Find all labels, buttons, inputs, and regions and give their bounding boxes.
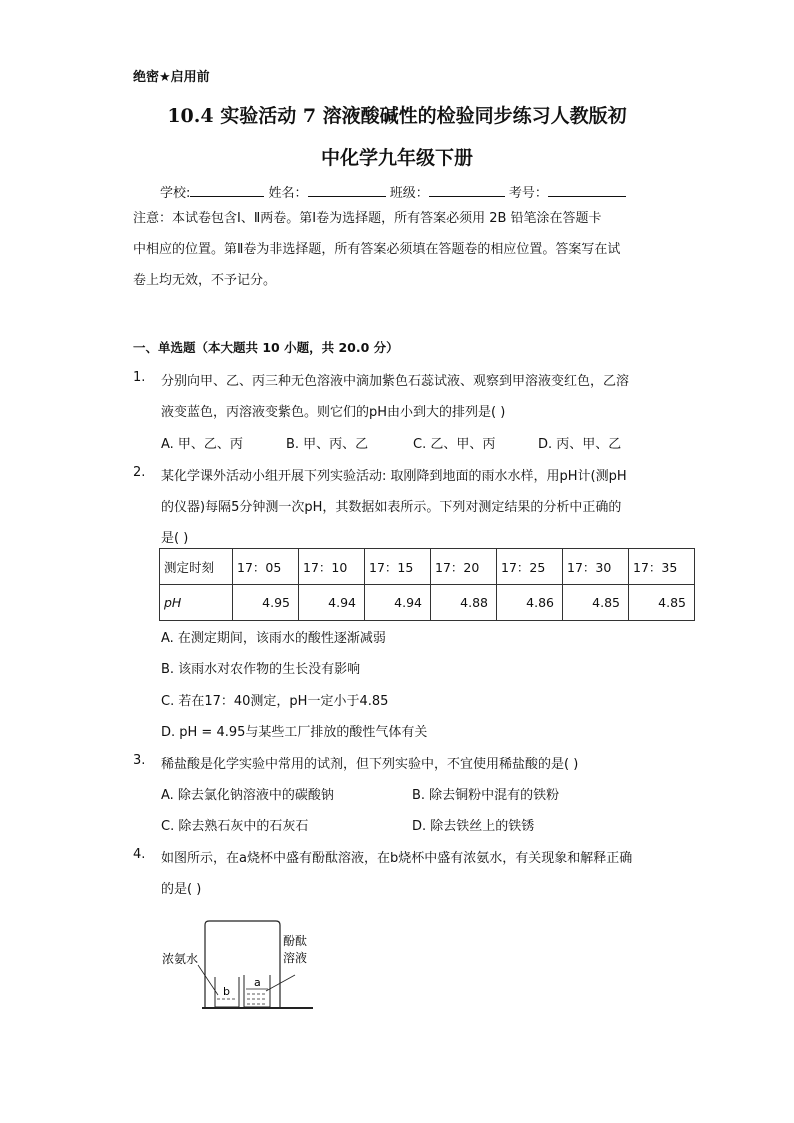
table-row [160, 549, 695, 585]
question-2-stem-line: 是( ) [161, 531, 189, 546]
title-line-2: 中化学九年级下册 [320, 147, 473, 169]
time-cell: 17：10 [299, 549, 365, 585]
student-info-row [160, 182, 626, 201]
class-blank[interactable] [429, 184, 505, 197]
number-label: 考号： [508, 186, 548, 201]
question-3-stem-line: 稀盐酸是化学实验中常用的试剂，但下列实验中，不宜使用稀盐酸的是( ) [161, 757, 579, 772]
time-cell: 17：30 [563, 549, 629, 585]
question-2-option-a[interactable]: A. 在测定期间，该雨水的酸性逐渐减弱 [161, 631, 386, 646]
question-3-option-c[interactable]: C. 除去熟石灰中的石灰石 [161, 819, 309, 834]
question-1-option-c[interactable]: C. 乙、甲、丙 [413, 437, 496, 452]
beaker-diagram [160, 915, 320, 1015]
ph-value-cell: 4.94 [365, 585, 431, 621]
question-2-stem-line: 某化学课外活动小组开展下列实验活动: 取刚降到地面的雨水水样，用pH计(测pH [161, 469, 627, 484]
question-1-stem-line: 分别向甲、乙、丙三种无色溶液中滴加紫色石蕊试液、观察到甲溶液变红色，乙溶 [161, 374, 630, 389]
title-line-1: 10.4 实验活动 7 溶液酸碱性的检验同步练习人教版初 [167, 105, 627, 127]
question-2-option-b[interactable]: B. 该雨水对农作物的生长没有影响 [161, 662, 361, 677]
table-header-cell: pH [160, 585, 233, 621]
school-label: 学校: [160, 186, 191, 201]
question-1-stem-line: 液变蓝色，丙溶液变紫色。则它们的pH由小到大的排列是( ) [161, 405, 506, 420]
question-2-number: 2. [133, 465, 146, 480]
question-3-number: 3. [133, 753, 146, 768]
time-cell: 17：25 [497, 549, 563, 585]
ph-value-cell: 4.86 [497, 585, 563, 621]
question-3-option-d[interactable]: D. 除去铁丝上的铁锈 [412, 819, 535, 834]
label-ammonia: 浓氨水 [162, 952, 199, 966]
name-label: 姓名： [268, 186, 308, 201]
table-row [160, 585, 695, 621]
ph-value-cell: 4.95 [233, 585, 299, 621]
question-1-option-d[interactable]: D. 丙、甲、乙 [538, 437, 622, 452]
notice-line: 中相应的位置。第Ⅱ卷为非选择题，所有答案必须填在答题卷的相应位置。答案写在试 [133, 242, 621, 257]
question-2-option-d[interactable]: D. pH = 4.95与某些工厂排放的酸性气体有关 [161, 725, 428, 740]
question-1-option-b[interactable]: B. 甲、丙、乙 [286, 437, 369, 452]
time-cell: 17：15 [365, 549, 431, 585]
question-2-option-c[interactable]: C. 若在17：40测定，pH一定小于4.85 [161, 694, 389, 709]
exam-notice [133, 203, 663, 296]
ph-value-cell: 4.85 [563, 585, 629, 621]
question-4-stem-line: 如图所示，在a烧杯中盛有酚酞溶液，在b烧杯中盛有浓氨水，有关现象和解释正确 [161, 851, 633, 866]
number-blank[interactable] [548, 184, 626, 197]
question-1-number: 1. [133, 370, 146, 385]
question-3-option-b[interactable]: B. 除去铜粉中混有的铁粉 [412, 788, 560, 803]
label-phenolphthalein: 酚酞 [283, 934, 308, 948]
time-cell: 17：35 [629, 549, 695, 585]
ph-value-cell: 4.94 [299, 585, 365, 621]
confidential-label: 绝密★启用前 [133, 70, 210, 85]
section-heading: 一、单选题（本大题共 10 小题，共 20.0 分） [133, 340, 399, 355]
question-4-stem-line: 的是( ) [161, 882, 202, 897]
label-beaker-b: b [223, 985, 230, 998]
label-beaker-a: a [254, 976, 261, 989]
question-4-number: 4. [133, 847, 146, 862]
class-label: 班级： [389, 186, 429, 201]
ph-value-cell: 4.85 [629, 585, 695, 621]
time-cell: 17：05 [233, 549, 299, 585]
name-blank[interactable] [308, 184, 386, 197]
question-1-option-a[interactable]: A. 甲、乙、丙 [161, 437, 243, 452]
notice-line: 卷上均无效，不予记分。 [133, 273, 277, 288]
ammonia-diffusion-figure [160, 915, 320, 1015]
question-2-stem-line: 的仪器)每隔5分钟测一次pH，其数据如表所示。下列对测定结果的分析中正确的 [161, 500, 622, 515]
bell-jar-outline [205, 921, 280, 1008]
school-blank[interactable] [190, 184, 264, 197]
ph-value-cell: 4.88 [431, 585, 497, 621]
time-cell: 17：20 [431, 549, 497, 585]
notice-line: 注意：本试卷包含Ⅰ、Ⅱ两卷。第Ⅰ卷为选择题，所有答案必须用 2B 铅笔涂在答题卡 [133, 211, 602, 226]
ph-data-table [159, 548, 695, 621]
label-solution: 溶液 [283, 951, 308, 965]
question-3-option-a[interactable]: A. 除去氯化钠溶液中的碳酸钠 [161, 788, 334, 803]
table-header-cell: 测定时刻 [160, 549, 233, 585]
